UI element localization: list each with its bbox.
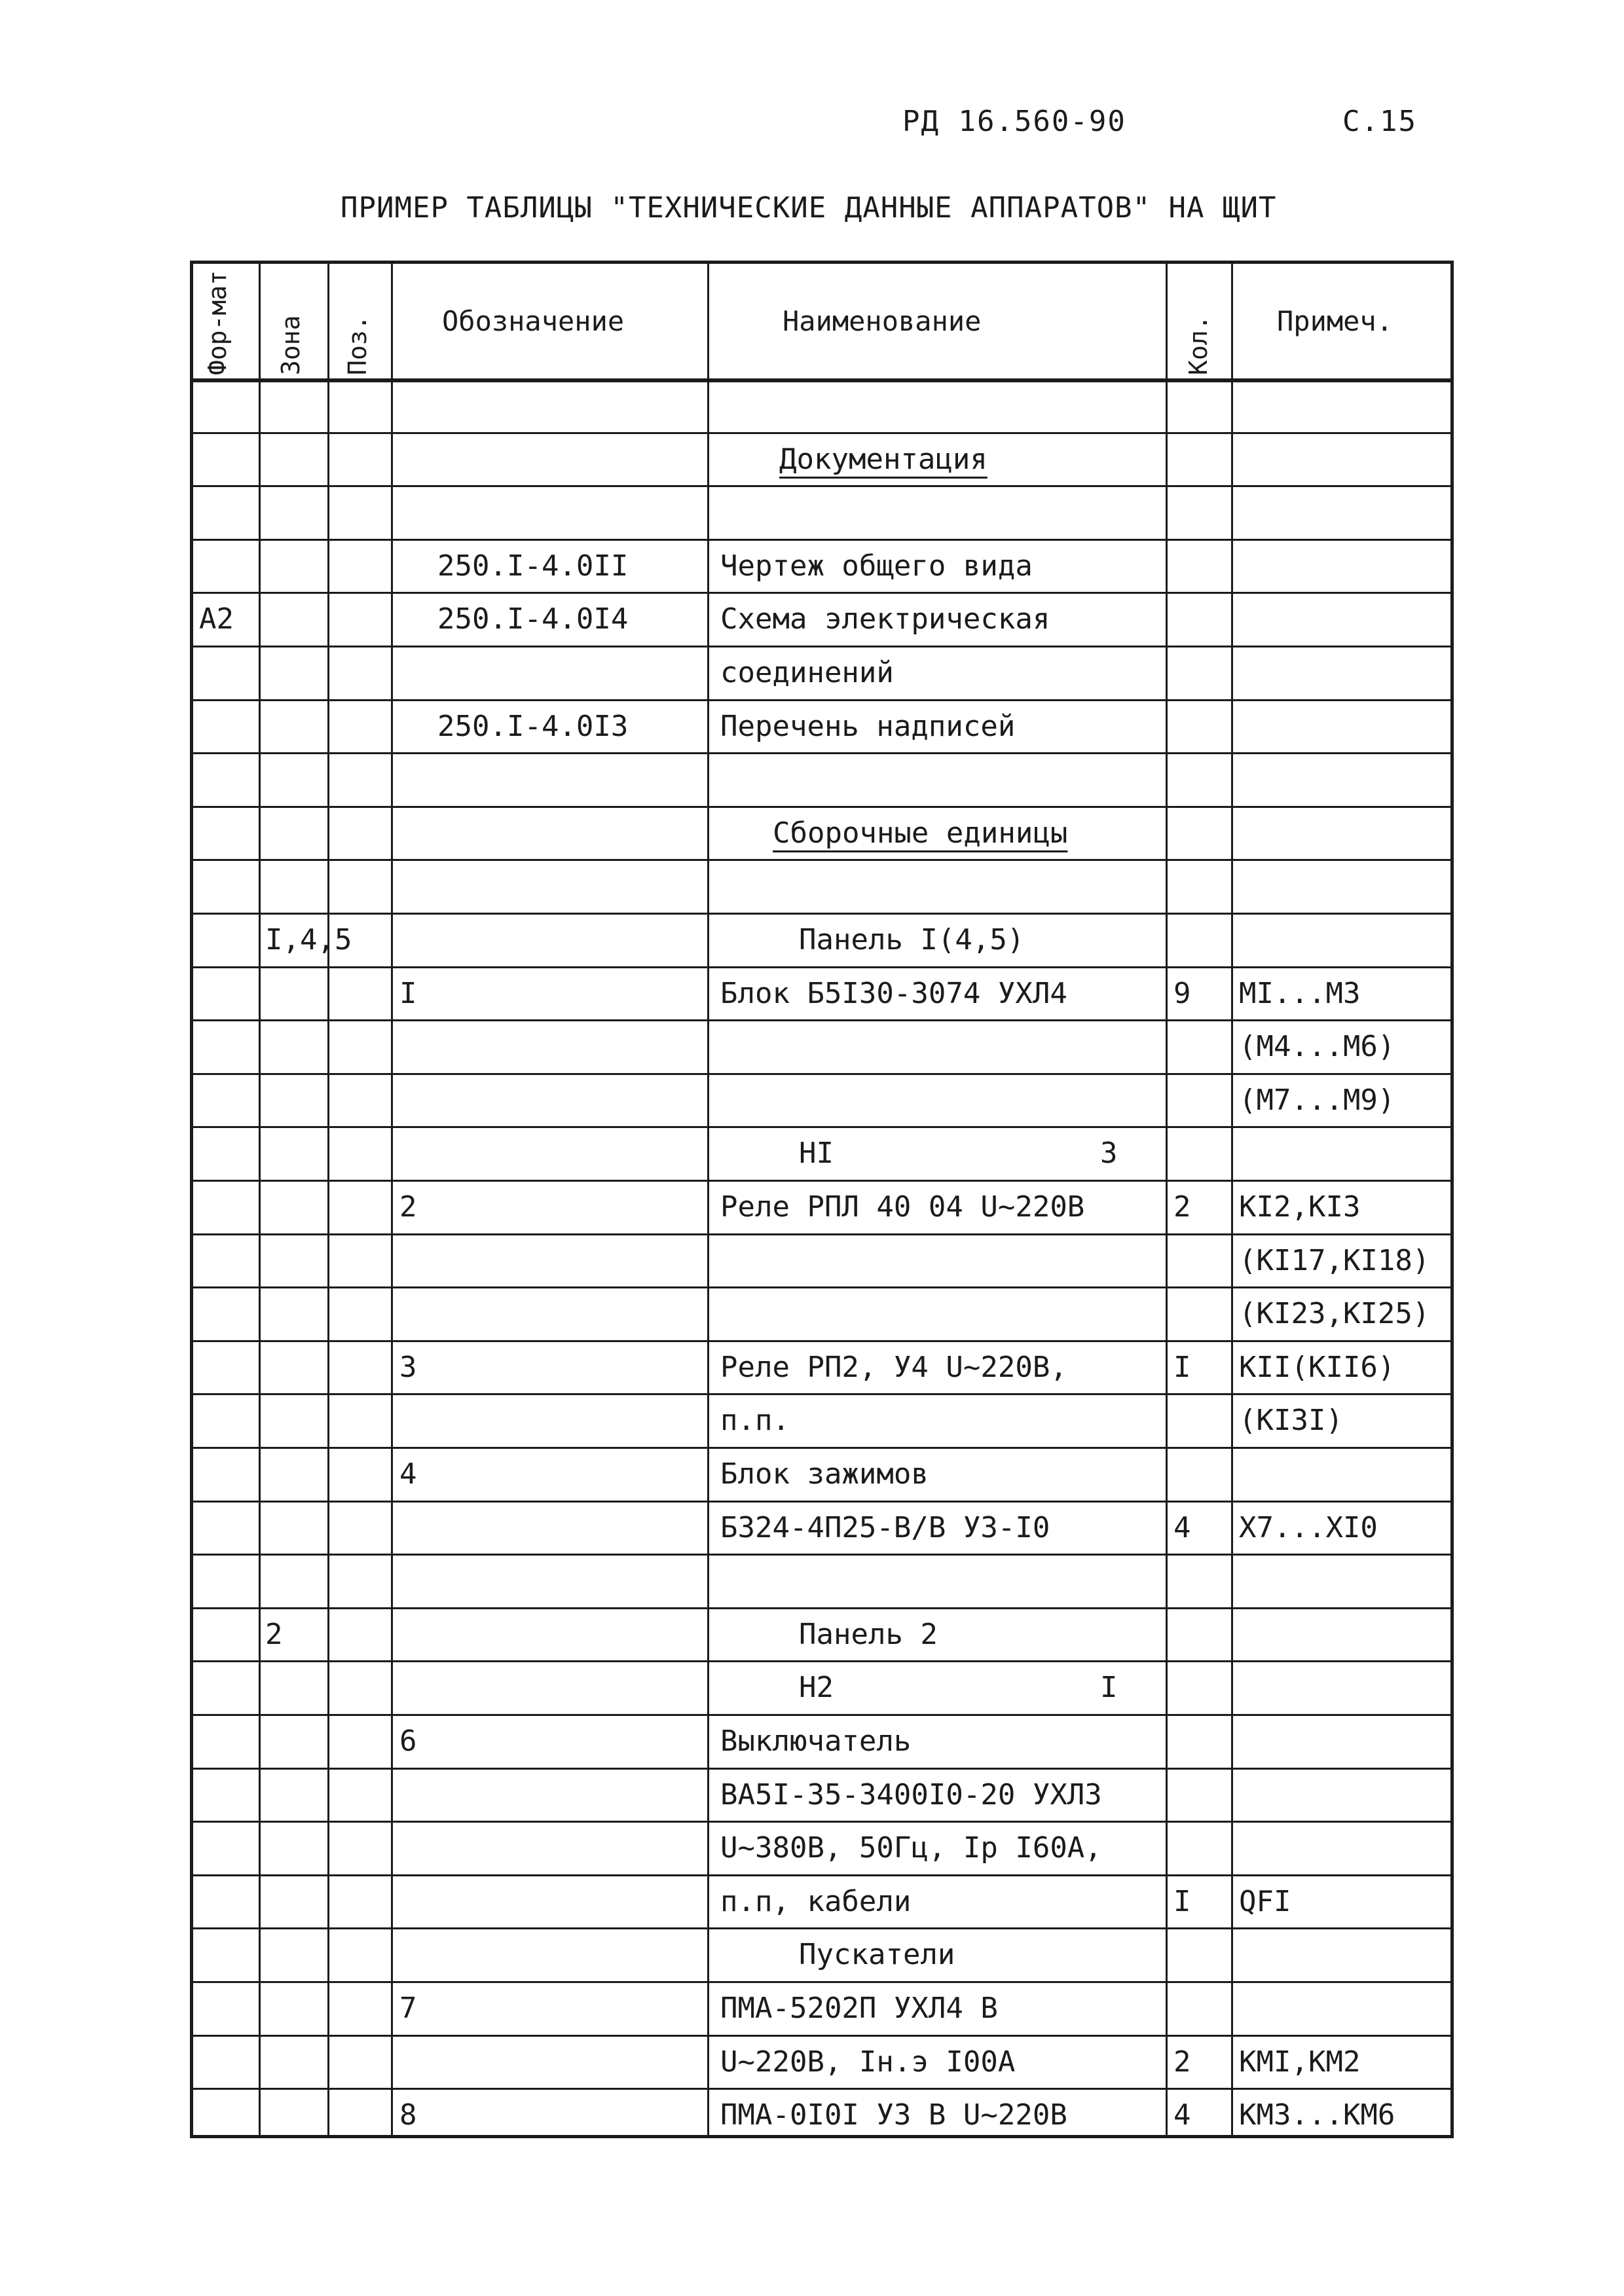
cell-designation: 250.I-4.0I4 [437,602,629,636]
row-divider [190,1927,1454,1929]
row-divider [190,2035,1454,2037]
column-divider [707,261,709,2138]
cell-pos: I [399,976,417,1010]
doc-code: РД 16.560-90 [902,105,1126,138]
row-divider [190,1821,1454,1823]
cell-note: KII(KII6) [1239,1350,1395,1384]
cell-name: Выключатель [720,1724,912,1758]
header-format: Фор-мат [203,270,232,375]
row-divider [190,1233,1454,1235]
cell-name: Сборочные единицы [773,816,1068,850]
cell-zone: 2 [265,1617,283,1651]
cell-name: Пускатели [799,1938,955,1972]
cell-note: KM3...KM6 [1239,2098,1395,2132]
row-divider [190,2088,1454,2090]
row-divider [190,592,1454,594]
cell-note: (M4...M6) [1239,1030,1395,1064]
row-divider [190,1073,1454,1075]
row-divider [190,1501,1454,1503]
row-divider [190,1660,1454,1662]
cell-note: KMI,KM2 [1239,2045,1361,2079]
cell-name: Реле РП2, У4 U~220В, [720,1350,1067,1384]
row-divider [190,1768,1454,1770]
cell-note: KI2,KI3 [1239,1190,1361,1224]
cell-name: Реле РПЛ 40 04 U~220В [720,1190,1085,1224]
cell-note: MI...M3 [1239,976,1361,1010]
header-qty: Кол. [1184,315,1213,375]
column-divider [259,261,261,2138]
row-divider [190,1981,1454,1983]
cell-pos: 7 [399,1992,417,2025]
cell-note: (KI23,KI25) [1239,1297,1430,1331]
cell-note: (KI17,KI18) [1239,1243,1430,1277]
row-divider [190,1714,1454,1716]
apparatus-table [190,261,1454,2138]
cell-name: H2 [799,1671,834,1705]
row-divider [190,1874,1454,1876]
cell-note: QFI [1239,1884,1291,1918]
cell-name: Панель I(4,5) [799,923,1025,957]
row-divider [190,1447,1454,1449]
cell-name: ПМА-0I0I УЗ В U~220В [720,2098,1067,2132]
cell-note: (KI3I) [1239,1404,1343,1438]
cell-name: Чертеж общего вида [720,549,1033,583]
cell-format: А2 [199,602,234,636]
row-divider [190,752,1454,754]
cell-designation: 250.I-4.0II [437,549,629,583]
column-divider [1166,261,1168,2138]
row-divider [190,1340,1454,1342]
cell-name: Блок зажимов [720,1457,929,1491]
row-divider [190,859,1454,861]
row-divider [190,432,1454,434]
cell-note: (M7...M9) [1239,1083,1395,1117]
cell-name: п.п. [720,1404,790,1438]
cell-name: Документация [779,442,987,476]
cell-name: Перечень надписей [720,709,1016,743]
cell-name: U~380В, 50Гц, Iр I60А, [720,1831,1102,1865]
cell-note: X7...XI0 [1239,1510,1378,1544]
cell-qty: I [1173,1350,1191,1384]
row-divider [190,1554,1454,1556]
cell-pos: 8 [399,2098,417,2132]
cell-pos: 6 [399,1724,417,1758]
cell-qty: 2 [1173,2045,1191,2079]
cell-name: п.п, кабели [720,1884,912,1918]
row-divider [190,1393,1454,1395]
cell-qty: 4 [1173,2098,1191,2132]
cell-name: БЗ24-4П25-В/В УЗ-I0 [720,1510,1050,1544]
cell-zone: I,4,5 [265,923,352,957]
cell-name: ПМА-5202П УХЛ4 В [720,1992,998,2025]
header-name: Наименование [783,305,982,337]
cell-qty: 4 [1173,1510,1191,1544]
cell-name: Блок Б5I30-3074 УХЛ4 [720,976,1067,1010]
header-divider [190,378,1454,382]
cell-name: Панель 2 [799,1617,938,1651]
row-divider [190,1019,1454,1021]
cell-qty: 2 [1173,1190,1191,1224]
row-divider [190,1607,1454,1609]
cell-name: U~220В, Iн.э I00А [720,2045,1016,2079]
column-divider [391,261,393,2138]
cell-name-count: 3 [1100,1137,1118,1171]
row-divider [190,1126,1454,1128]
row-divider [190,913,1454,915]
row-divider [190,806,1454,808]
cell-name: HI [799,1137,834,1171]
header-pos: Поз. [343,315,372,375]
row-divider [190,646,1454,647]
row-divider [190,485,1454,487]
column-divider [327,261,329,2138]
cell-pos: 4 [399,1457,417,1491]
header-designation: Обозначение [442,305,625,337]
cell-designation: 250.I-4.0I3 [437,709,629,743]
header-note: Примеч. [1277,305,1393,337]
cell-pos: 2 [399,1190,417,1224]
row-divider [190,1286,1454,1288]
cell-qty: 9 [1173,976,1191,1010]
column-divider [1231,261,1233,2138]
cell-name: соединений [720,656,894,689]
page-title: ПРИМЕР ТАБЛИЦЫ "ТЕХНИЧЕСКИЕ ДАННЫЕ АППАРАТОВ" НА ЩИТ [341,191,1277,225]
row-divider [190,699,1454,701]
row-divider [190,966,1454,968]
cell-name-count: I [1100,1671,1118,1705]
header-zone: Зона [276,315,305,375]
page-number: С.15 [1342,105,1417,138]
cell-name: Схема электрическая [720,602,1050,636]
cell-pos: 3 [399,1350,417,1384]
row-divider [190,1180,1454,1182]
cell-name: ВА5I-35-3400I0-20 УХЛ3 [720,1777,1102,1812]
row-divider [190,539,1454,541]
cell-qty: I [1173,1884,1191,1918]
